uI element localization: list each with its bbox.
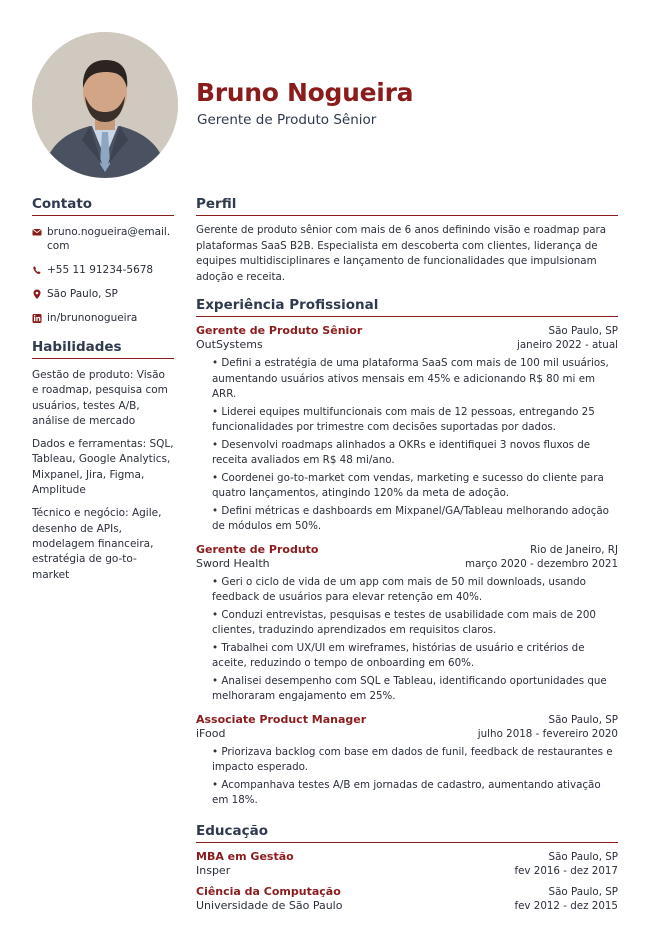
candidate-name: Bruno Nogueira (196, 78, 414, 107)
job-bullet: • Conduzi entrevistas, pesquisas e testes de usabilidade com mais de 200 clientes, traduzindo aprendizados em requisitos claros. (212, 608, 596, 636)
education-entry (196, 850, 618, 877)
job-dates: janeiro 2022 - atual (517, 339, 618, 351)
education-dates: fev 2016 - dez 2017 (514, 864, 618, 877)
job-entry (196, 324, 618, 535)
skill-item: Gestão de produto: Visão e roadmap, pesquisa com usuários, testes A/B, análise de mercado (32, 369, 168, 427)
contact-location (32, 287, 174, 301)
job-bullets (196, 745, 618, 809)
experience-heading: Experiência Profissional (196, 297, 618, 317)
job-bullet: • Coordenei go-to-market com vendas, marketing e sucesso do cliente para quatro lançamentos, atingindo 120% da meta de adoção. (212, 471, 604, 499)
education-location: São Paulo, SP (548, 885, 618, 898)
contact-phone-text: +55 11 91234-5678 (47, 264, 154, 276)
education-heading: Educação (196, 823, 618, 843)
job-dates: julho 2018 - fevereiro 2020 (477, 727, 618, 740)
contact-linkedin[interactable] (32, 311, 174, 325)
job-bullet: • Acompanhava testes A/B em jornadas de cadastro, aumentando ativação em 18%. (212, 778, 601, 806)
job-bullet: • Desenvolvi roadmaps alinhados a OKRs e identifiquei 3 novos fluxos de receita avaliados em R$ 48 mi/ano. (212, 438, 591, 466)
job-bullet: • Defini a estratégia de uma plataforma SaaS com mais de 100 mil usuários, aumentando usuários ativos mensais em 45% e adicionando R$ 80 mi em ARR. (212, 357, 609, 400)
contact-linkedin-text: in/brunonogueira (47, 312, 138, 324)
job-bullets (196, 356, 618, 535)
mail-icon (32, 226, 42, 238)
right-column (196, 196, 618, 920)
education-dates: fev 2012 - dez 2015 (514, 899, 618, 912)
job-bullet: • Trabalhei com UX/UI em wireframes, histórias de usuário e critérios de aceite, reduzindo o tempo de onboarding em 60%. (212, 641, 585, 669)
job-company: Sword Health (196, 556, 270, 570)
profile-photo (32, 32, 178, 178)
job-role: Gerente de Produto (196, 542, 319, 556)
job-company: OutSystems (196, 338, 263, 351)
job-company: iFood (196, 726, 226, 740)
profile-summary: Gerente de produto sênior com mais de 6 anos definindo visão e roadmap para plataformas SaaS B2B. Especialista em descoberta com clientes, liderança de equipes multidisciplinares e lançamento de funcionalidades que impulsionam adoção e receita. (196, 224, 607, 283)
profile-heading: Perfil (196, 196, 618, 216)
contact-email-text: bruno.nogueira@email.com (47, 226, 171, 252)
job-bullet: • Analisei desempenho com SQL e Tableau, identificando oportunidades que melhoraram engajamento em 25%. (212, 674, 607, 702)
job-bullet: • Geri o ciclo de vida de um app com mais de 50 mil downloads, usando feedback de usuários para elevar retenção em 40%. (212, 575, 586, 603)
education-degree: Ciência da Computação (196, 884, 341, 898)
skills-heading: Habilidades (32, 339, 174, 359)
contact-phone[interactable] (32, 263, 174, 277)
contact-email[interactable] (32, 225, 174, 253)
contact-heading: Contato (32, 196, 174, 216)
education-degree: MBA em Gestão (196, 849, 294, 863)
candidate-title: Gerente de Produto Sênior (197, 112, 377, 128)
education-school: Insper (196, 863, 231, 877)
job-entry (196, 543, 618, 705)
portrait-illustration (32, 32, 178, 178)
job-bullet: • Liderei equipes multifuncionais com mais de 12 pessoas, entregando 25 funcionalidades por trimestre com decisões suportadas por dados. (212, 405, 595, 433)
left-column (32, 196, 174, 591)
job-location: São Paulo, SP (548, 713, 618, 726)
job-bullet: • Defini métricas e dashboards em Mixpanel/GA/Tableau melhorando adoção de módulos em 50%. (212, 504, 609, 532)
skill-item: Dados e ferramentas: SQL, Tableau, Google Analytics, Mixpanel, Jira, Figma, Amplitude (32, 438, 174, 497)
contact-location-text: São Paulo, SP (47, 288, 118, 300)
job-bullet: • Priorizava backlog com base em dados de funil, feedback de restaurantes e impacto esperado. (212, 745, 613, 773)
skill-item: Técnico e negócio: Agile, desenho de APIs, modelagem financeira, estratégia de go-to-market (32, 507, 162, 581)
job-location: Rio de Janeiro, RJ (530, 543, 618, 556)
location-pin-icon (32, 288, 42, 300)
job-dates: março 2020 - dezembro 2021 (464, 557, 618, 570)
education-location: São Paulo, SP (548, 850, 618, 863)
job-role: Associate Product Manager (196, 712, 367, 726)
linkedin-icon (32, 312, 42, 324)
job-role: Gerente de Produto Sênior (196, 324, 363, 337)
job-entry (196, 713, 618, 809)
phone-icon (32, 264, 42, 276)
education-entry (196, 885, 618, 912)
job-location: São Paulo, SP (548, 325, 618, 337)
job-bullets (196, 575, 618, 705)
education-school: Universidade de São Paulo (196, 898, 343, 912)
